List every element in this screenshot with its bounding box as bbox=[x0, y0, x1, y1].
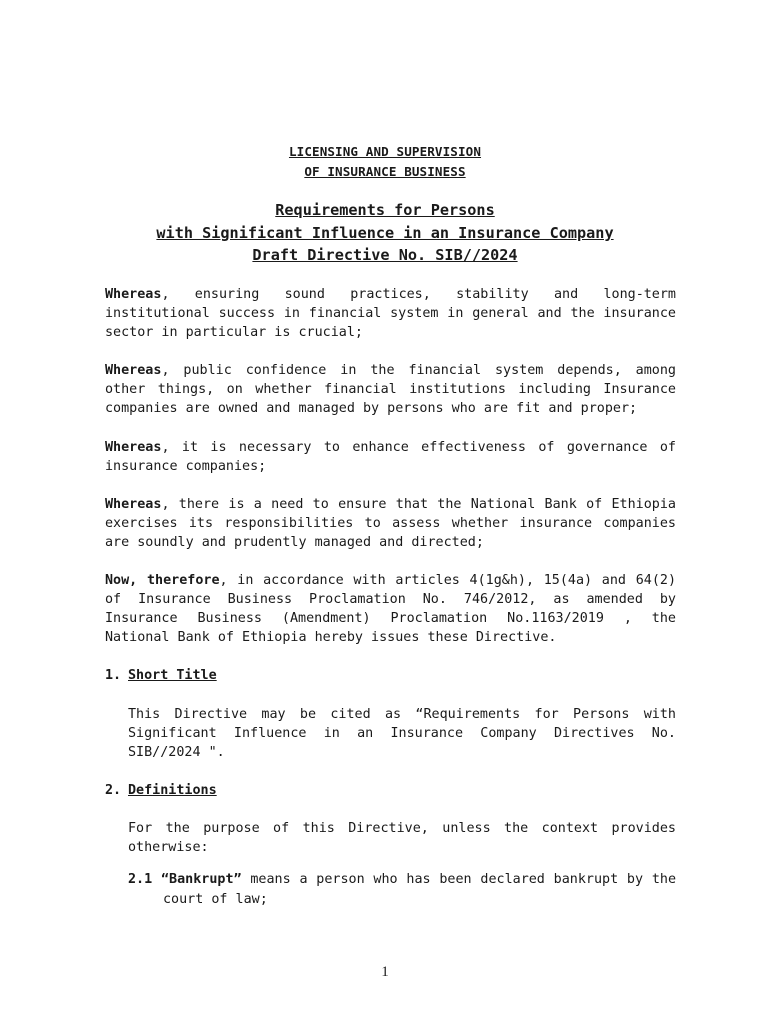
document-header bbox=[0, 142, 770, 181]
title-line-2: with Significant Influence in an Insurance Company bbox=[156, 223, 614, 242]
preamble-text: , in accordance with articles 4(1g&h), 15(4a) and 64(2) of Insurance Business Proclamation No. 746/2012, as amended by Insurance Business (Amendment) Proclamation No.1163/2019 , the National Bank of Ethiopia hereby issues these Directive. bbox=[105, 573, 677, 646]
preamble-paragraph bbox=[105, 495, 676, 552]
header-line-2: OF INSURANCE BUSINESS bbox=[304, 163, 466, 179]
definition-item bbox=[128, 870, 676, 908]
preamble-paragraph bbox=[105, 361, 676, 418]
preamble-text: , it is necessary to enhance effectiveness of governance of insurance companies; bbox=[105, 439, 676, 474]
preamble-lead: Whereas bbox=[105, 363, 162, 379]
preamble-text: , ensuring sound practices, stability and long-term institutional success in financial system in general and the insurance sector in particular is crucial; bbox=[105, 287, 676, 341]
section-text: This Directive may be cited as “Requirements for Persons with Significant Influence in an Insurance Company Directives No. SIB//2024 ". bbox=[128, 706, 676, 760]
preamble-lead: Whereas bbox=[105, 439, 162, 455]
definition-number: 2.1 bbox=[128, 872, 153, 888]
document-body bbox=[105, 285, 676, 922]
preamble-text: , public confidence in the financial system depends, among other things, on whether financial institutions including Insurance companies are owned and managed by persons who are fit and proper; bbox=[105, 363, 676, 417]
preamble-lead: Now, therefore bbox=[105, 573, 220, 589]
definition-text: means a person who has been declared bankrupt by the court of law; bbox=[163, 872, 677, 907]
preamble-text: , there is a need to ensure that the National Bank of Ethiopia exercises its responsibilities to assess whether insurance companies are soundly and prudently managed and directed; bbox=[105, 496, 676, 550]
page-number: 1 bbox=[381, 964, 389, 980]
section-text: For the purpose of this Directive, unless the context provides otherwise: bbox=[128, 820, 676, 855]
preamble-lead: Whereas bbox=[105, 287, 162, 302]
definition-term: “Bankrupt” bbox=[160, 872, 242, 888]
section-number: 1. bbox=[105, 668, 122, 684]
document-title bbox=[0, 199, 770, 267]
title-line-1: Requirements for Persons bbox=[275, 201, 495, 219]
preamble-paragraph bbox=[105, 438, 676, 476]
title-line-3: Draft Directive No. SIB//2024 bbox=[252, 246, 518, 265]
header-line-1: LICENSING AND SUPERVISION bbox=[288, 144, 482, 159]
section-heading bbox=[105, 781, 676, 800]
section-heading bbox=[105, 666, 676, 685]
preamble-paragraph bbox=[105, 571, 676, 647]
section-title: Definitions bbox=[128, 782, 217, 798]
section-number: 2. bbox=[105, 782, 122, 798]
preamble-lead: Whereas bbox=[105, 496, 162, 512]
preamble-paragraph bbox=[105, 285, 676, 342]
section-title: Short Title bbox=[128, 668, 217, 684]
